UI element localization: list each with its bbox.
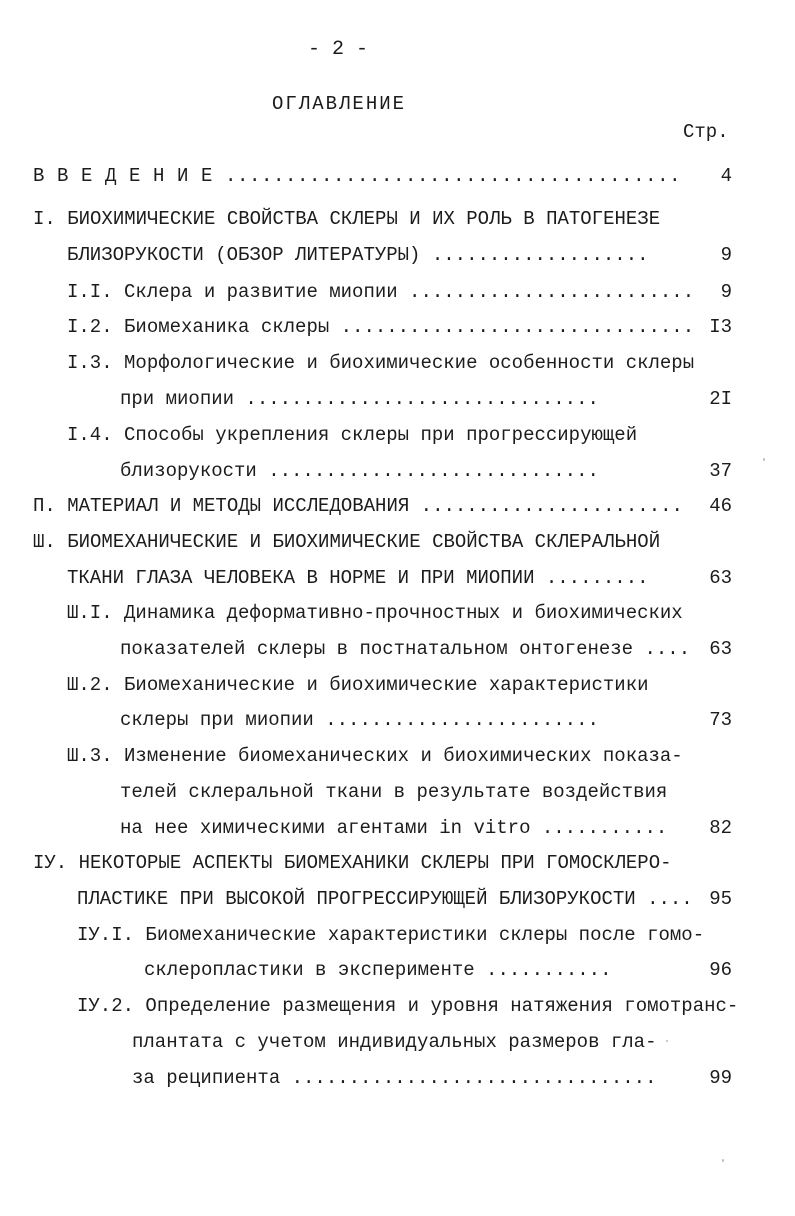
scan-speck (763, 458, 765, 461)
toc-page-number: 82 (709, 817, 732, 839)
toc-entry-introduction: В В Е Д Е Н И Е ...................................... (33, 165, 682, 187)
toc-section-1-3-line-2: при миопии ............................... (120, 388, 599, 410)
toc-section-3-1-line-2: показателей склеры в постнатальном онтогенезе .... (120, 638, 691, 660)
toc-section-1-1: I.I. Склера и развитие миопии ......................... (67, 281, 695, 303)
toc-title: ОГЛАВЛЕНИЕ (272, 93, 407, 115)
toc-section-1-4-line-1: I.4. Способы укрепления склеры при прогрессирующей (67, 424, 638, 446)
toc-chapter-4-line-1: IУ. НЕКОТОРЫЕ АСПЕКТЫ БИОМЕХАНИКИ СКЛЕРЫ ПРИ ГОМОСКЛЕРО- (33, 852, 672, 874)
toc-page-number: 37 (709, 460, 732, 482)
toc-page-number: 4 (720, 165, 732, 187)
toc-section-3-3-line-1: Ш.3. Изменение биомеханических и биохимических показа- (67, 745, 683, 767)
page-number: - 2 - (308, 38, 369, 61)
toc-section-4-2-line-2: плантата с учетом индивидуальных размеров гла- (132, 1031, 657, 1053)
toc-section-4-2-line-3: за реципиента ................................ (132, 1067, 657, 1089)
toc-chapter-1-line-2: БЛИЗОРУКОСТИ (ОБЗОР ЛИТЕРАТУРЫ) ................... (67, 244, 649, 266)
toc-page-number: 46 (709, 495, 732, 517)
scan-speck (722, 1159, 724, 1162)
toc-section-1-4-line-2: близорукости ............................. (120, 460, 599, 482)
toc-page-number: I3 (709, 316, 732, 338)
toc-chapter-4-line-2: ПЛАСТИКЕ ПРИ ВЫСОКОЙ ПРОГРЕССИРУЮЩЕЙ БЛИЗОРУКОСТИ .... (77, 888, 693, 910)
toc-page-number: 96 (709, 959, 732, 981)
toc-section-3-2-line-1: Ш.2. Биомеханические и биохимические характеристики (67, 674, 649, 696)
toc-page-number: 99 (709, 1067, 732, 1089)
toc-page-number: 63 (709, 567, 732, 589)
toc-page-number: 95 (709, 888, 732, 910)
toc-section-1-3-line-1: I.3. Морфологические и биохимические особенности склеры (67, 352, 695, 374)
toc-section-3-1-line-1: Ш.I. Динамика деформативно-прочностных и биохимических (67, 602, 683, 624)
toc-section-4-2-line-1: IУ.2. Определение размещения и уровня натяжения гомотранс- (77, 995, 739, 1017)
toc-page-number: 2I (709, 388, 732, 410)
toc-page-number: 73 (709, 709, 732, 731)
toc-section-3-3-line-3: на нее химическими агентами in vitro ........... (120, 817, 668, 839)
toc-section-4-1-line-2: склеропластики в эксперименте ........... (144, 959, 612, 981)
toc-page-number: 63 (709, 638, 732, 660)
toc-chapter-2: П. МАТЕРИАЛ И МЕТОДЫ ИССЛЕДОВАНИЯ ....................... (33, 495, 683, 517)
toc-section-4-1-line-1: IУ.I. Биомеханические характеристики склеры после гомо- (77, 924, 705, 946)
toc-section-3-2-line-2: склеры при миопии ........................ (120, 709, 599, 731)
toc-section-1-2: I.2. Биомеханика склеры ............................... (67, 316, 695, 338)
toc-chapter-3-line-2: ТКАНИ ГЛАЗА ЧЕЛОВЕКА В НОРМЕ И ПРИ МИОПИИ ......... (67, 567, 649, 589)
toc-chapter-3-line-1: Ш. БИОМЕХАНИЧЕСКИЕ И БИОХИМИЧЕСКИЕ СВОЙСТВА СКЛЕРАЛЬНОЙ (33, 531, 661, 553)
page-column-label: Стр. (683, 121, 729, 143)
toc-page-number: 9 (720, 281, 732, 303)
toc-page-number: 9 (720, 244, 732, 266)
toc-chapter-1-line-1: I. БИОХИМИЧЕСКИЕ СВОЙСТВА СКЛЕРЫ И ИХ РОЛЬ В ПАТОГЕНЕЗЕ (33, 208, 661, 230)
scan-speck (666, 1040, 668, 1042)
toc-section-3-3-line-2: телей склеральной ткани в результате воздействия (120, 781, 668, 803)
